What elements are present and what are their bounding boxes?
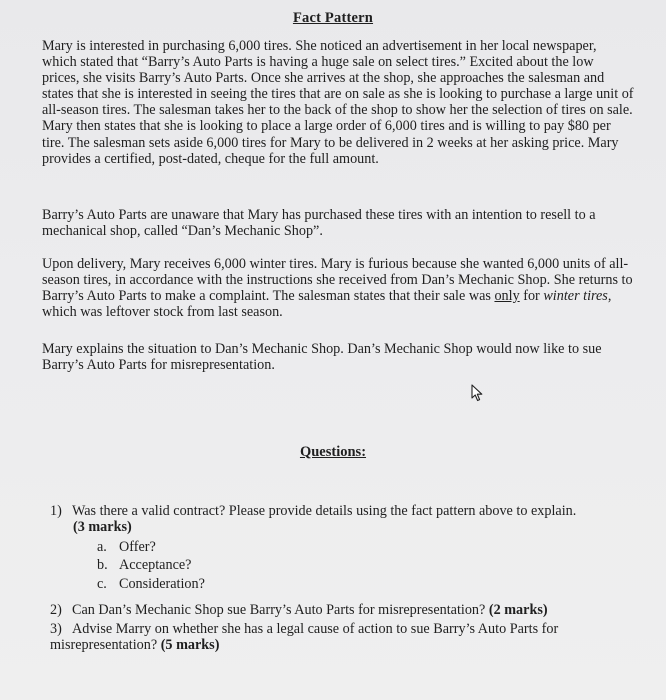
- italic-winter-tires: winter tires: [543, 288, 608, 305]
- subitem-text: Offer?: [119, 539, 156, 555]
- question-1: [50, 503, 640, 519]
- subitem-text: Acceptance?: [119, 557, 192, 573]
- question-number: 3): [50, 621, 62, 637]
- subitem-label: a.: [97, 539, 107, 555]
- fact-paragraph-3: [42, 256, 634, 320]
- subitem-label: b.: [97, 557, 108, 573]
- question-text: Advise Marry on whether she has a legal cause of action to sue Barry’s Auto Parts for misrepresentation?: [50, 621, 559, 654]
- question-3: [50, 621, 640, 653]
- question-text: Was there a valid contract? Please provide details using the fact pattern above to explain.: [72, 503, 577, 519]
- underlined-only: only: [494, 288, 520, 305]
- question-1-subitem-b: [97, 557, 191, 573]
- paragraph-3-text: Upon delivery, Mary receives 6,000 winter tires. Mary is furious because she wanted 6,000 units of all-season tires, in accordance with the instructions she received from Dan’s Mechanic Shop. She returns to Barry’s Auto Parts to make a complaint. The salesman states that their sale was: [42, 256, 633, 305]
- question-marks: (5 marks): [160, 637, 220, 654]
- fact-paragraph-4: Mary explains the situation to Dan’s Mechanic Shop. Dan’s Mechanic Shop would now like to sue Barry’s Auto Parts for misrepresentation.: [42, 341, 602, 374]
- question-1-marks: (3 marks): [73, 519, 132, 535]
- question-number: 1): [50, 503, 62, 519]
- question-number: 2): [50, 602, 62, 618]
- fact-paragraph-1: Mary is interested in purchasing 6,000 tires. She noticed an advertisement in her local newspaper, which stated that “Barry’s Auto Parts is having a huge sale on select tires.” Excited about the low prices, she visits Barry’s Auto Parts. Once she arrives at the shop, she approaches the salesman and states that she is interested in seeing the tires that are on sale as she is looking to purchase a large unit of all-season tires. The salesman takes her to the back of the shop to show her the selection of tires on sale. Mary then states that she is looking to place a large order of 6,000 tires and is willing to pay $80 per tire. The salesman sets aside 6,000 tires for Mary to be delivered in 2 weeks at her asking price. Mary provides a certified, post-dated, cheque for the full amount.: [42, 38, 634, 167]
- question-text: Can Dan’s Mechanic Shop sue Barry’s Auto Parts for misrepresentation?: [72, 602, 489, 618]
- question-1-subitem-a: [97, 539, 156, 555]
- fact-pattern-title: Fact Pattern: [292, 10, 374, 26]
- fact-paragraph-2: Barry’s Auto Parts are unaware that Mary has purchased these tires with an intention to resell to a mechanical shop, called “Dan’s Mechanic Shop”.: [42, 207, 596, 240]
- question-marks: (2 marks): [488, 602, 548, 618]
- paragraph-3-end: , which was leftover stock from last season.: [42, 288, 612, 321]
- subitem-label: c.: [97, 576, 107, 592]
- subitem-text: Consideration?: [119, 576, 205, 592]
- paragraph-3-for: for: [519, 288, 544, 305]
- arrow-cursor-icon: [470, 384, 484, 402]
- question-2: [50, 602, 650, 618]
- question-1-subitem-c: [97, 576, 205, 592]
- questions-heading: Questions:: [299, 444, 367, 460]
